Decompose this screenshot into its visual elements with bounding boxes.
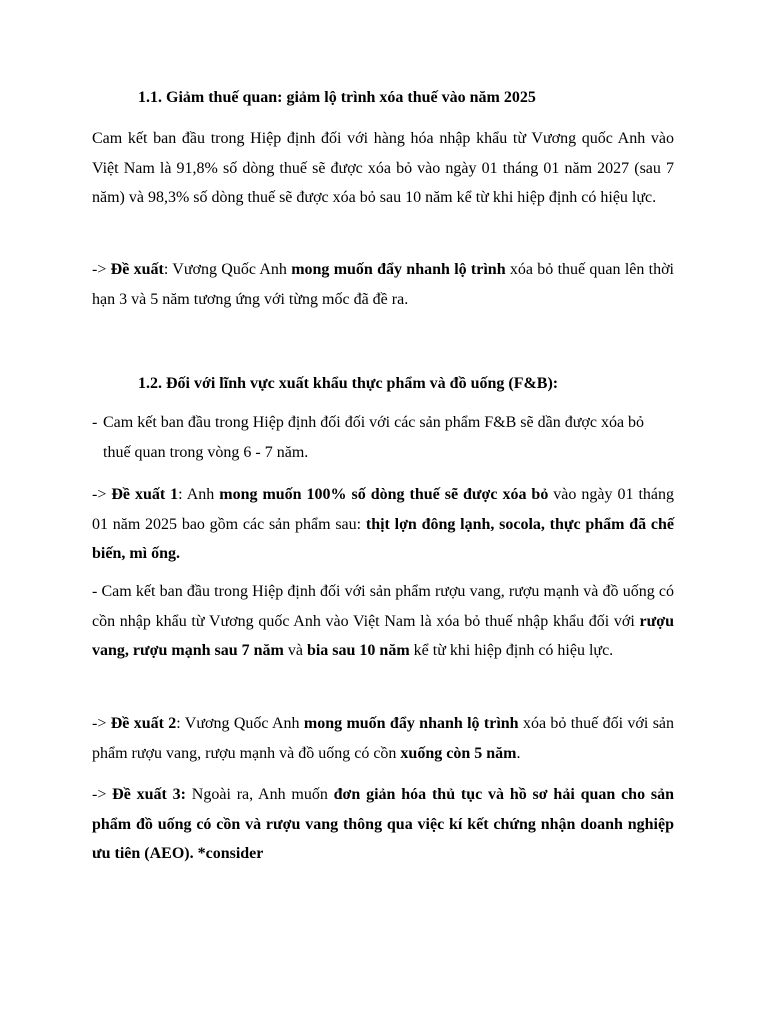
proposal-text: vào ngày 01 tháng 01 năm 2025 bao gồm các sản phẩm sau: — [92, 486, 674, 533]
proposal-label: Đề xuất — [110, 261, 164, 278]
bullet-fb-commitment — [92, 408, 674, 467]
proposal-label: Đề xuất 3: — [112, 786, 186, 803]
section-heading-1-1: 1.1. Giảm thuế quan: giảm lộ trình xóa thuế vào năm 2025 — [138, 89, 536, 106]
bullet-text: Cam kết ban đầu trong Hiệp định đối đối với các sản phẩm F&B sẽ dần được xóa bỏ thuế quan trong vòng 6 - 7 năm. — [103, 414, 645, 461]
proposal-text: . — [516, 744, 521, 762]
proposal-text: : Anh — [178, 486, 220, 503]
section-heading-1-2: 1.2. Đối với lĩnh vực xuất khẩu thực phẩm và đồ uống (F&B): — [138, 375, 559, 392]
arrow-prefix: -> — [92, 786, 113, 803]
proposal-text: Ngoài ra, Anh muốn — [185, 786, 334, 803]
proposal-text: xóa bỏ thuế quan lên thời hạn 3 và 5 năm tương ứng với từng mốc đã đề ra. — [92, 261, 675, 308]
arrow-prefix: -> — [92, 486, 112, 503]
proposal-label: Đề xuất 1 — [111, 486, 179, 503]
paragraph-proposal-2 — [92, 709, 674, 768]
proposal-emphasis: xuống còn 5 năm — [400, 744, 517, 762]
proposal-text: : Vương Quốc Anh — [176, 715, 304, 732]
paragraph-emphasis: rượu vang, rượu mạnh sau 7 năm — [92, 612, 674, 659]
bullet-dash: - — [92, 414, 98, 431]
proposal-emphasis: đơn giản hóa thủ tục và hồ sơ hải quan cho sản phẩm đồ uống có cồn và rượu vang thông qua việc kí kết chứng nhận doanh nghiệp ưu tiên (AEO). *consider — [92, 786, 674, 862]
paragraph-wine-commitment — [92, 577, 674, 666]
paragraph-proposal-3 — [92, 780, 674, 869]
paragraph-text: - Cam kết ban đầu trong Hiệp định đối với sản phẩm rượu vang, rượu mạnh và đồ uống có cồn nhập khẩu từ Vương quốc Anh vào Việt Nam là xóa bỏ thuế nhập khẩu đối với — [92, 583, 674, 630]
proposal-emphasis: mong muốn đẩy nhanh lộ trình — [291, 261, 506, 278]
proposal-label: Đề xuất 2 — [110, 715, 177, 732]
proposal-emphasis: mong muốn đẩy nhanh lộ trình — [303, 715, 519, 732]
proposal-text: : Vương Quốc Anh — [163, 261, 292, 278]
arrow-prefix: -> — [92, 715, 111, 732]
paragraph-initial-commitment: Cam kết ban đầu trong Hiệp định đối với hàng hóa nhập khẩu từ Vương quốc Anh vào Việt Nam là 91,8% số dòng thuế sẽ được xóa bỏ vào ngày 01 tháng 01 năm 2027 (sau 7 năm) và 98,3% số dòng thuế sẽ được xóa bỏ sau 10 năm kể từ khi hiệp định có hiệu lực. — [92, 130, 674, 206]
proposal-emphasis: thịt lợn đông lạnh, socola, thực phẩm đã chế biến, mì ống. — [92, 515, 675, 562]
proposal-emphasis: mong muốn 100% số dòng thuế sẽ được xóa bỏ — [219, 486, 549, 503]
proposal-text: xóa bỏ thuế đối với sản phẩm rượu vang, rượu mạnh và đồ uống có cồn — [92, 715, 675, 762]
paragraph-emphasis: bia sau 10 năm — [306, 642, 410, 659]
paragraph-text: kể từ khi hiệp định có hiệu lực. — [409, 642, 614, 659]
arrow-prefix: -> — [92, 261, 111, 278]
paragraph-proposal — [92, 255, 674, 314]
paragraph-text: và — [283, 642, 307, 659]
paragraph-proposal-1 — [92, 480, 674, 569]
